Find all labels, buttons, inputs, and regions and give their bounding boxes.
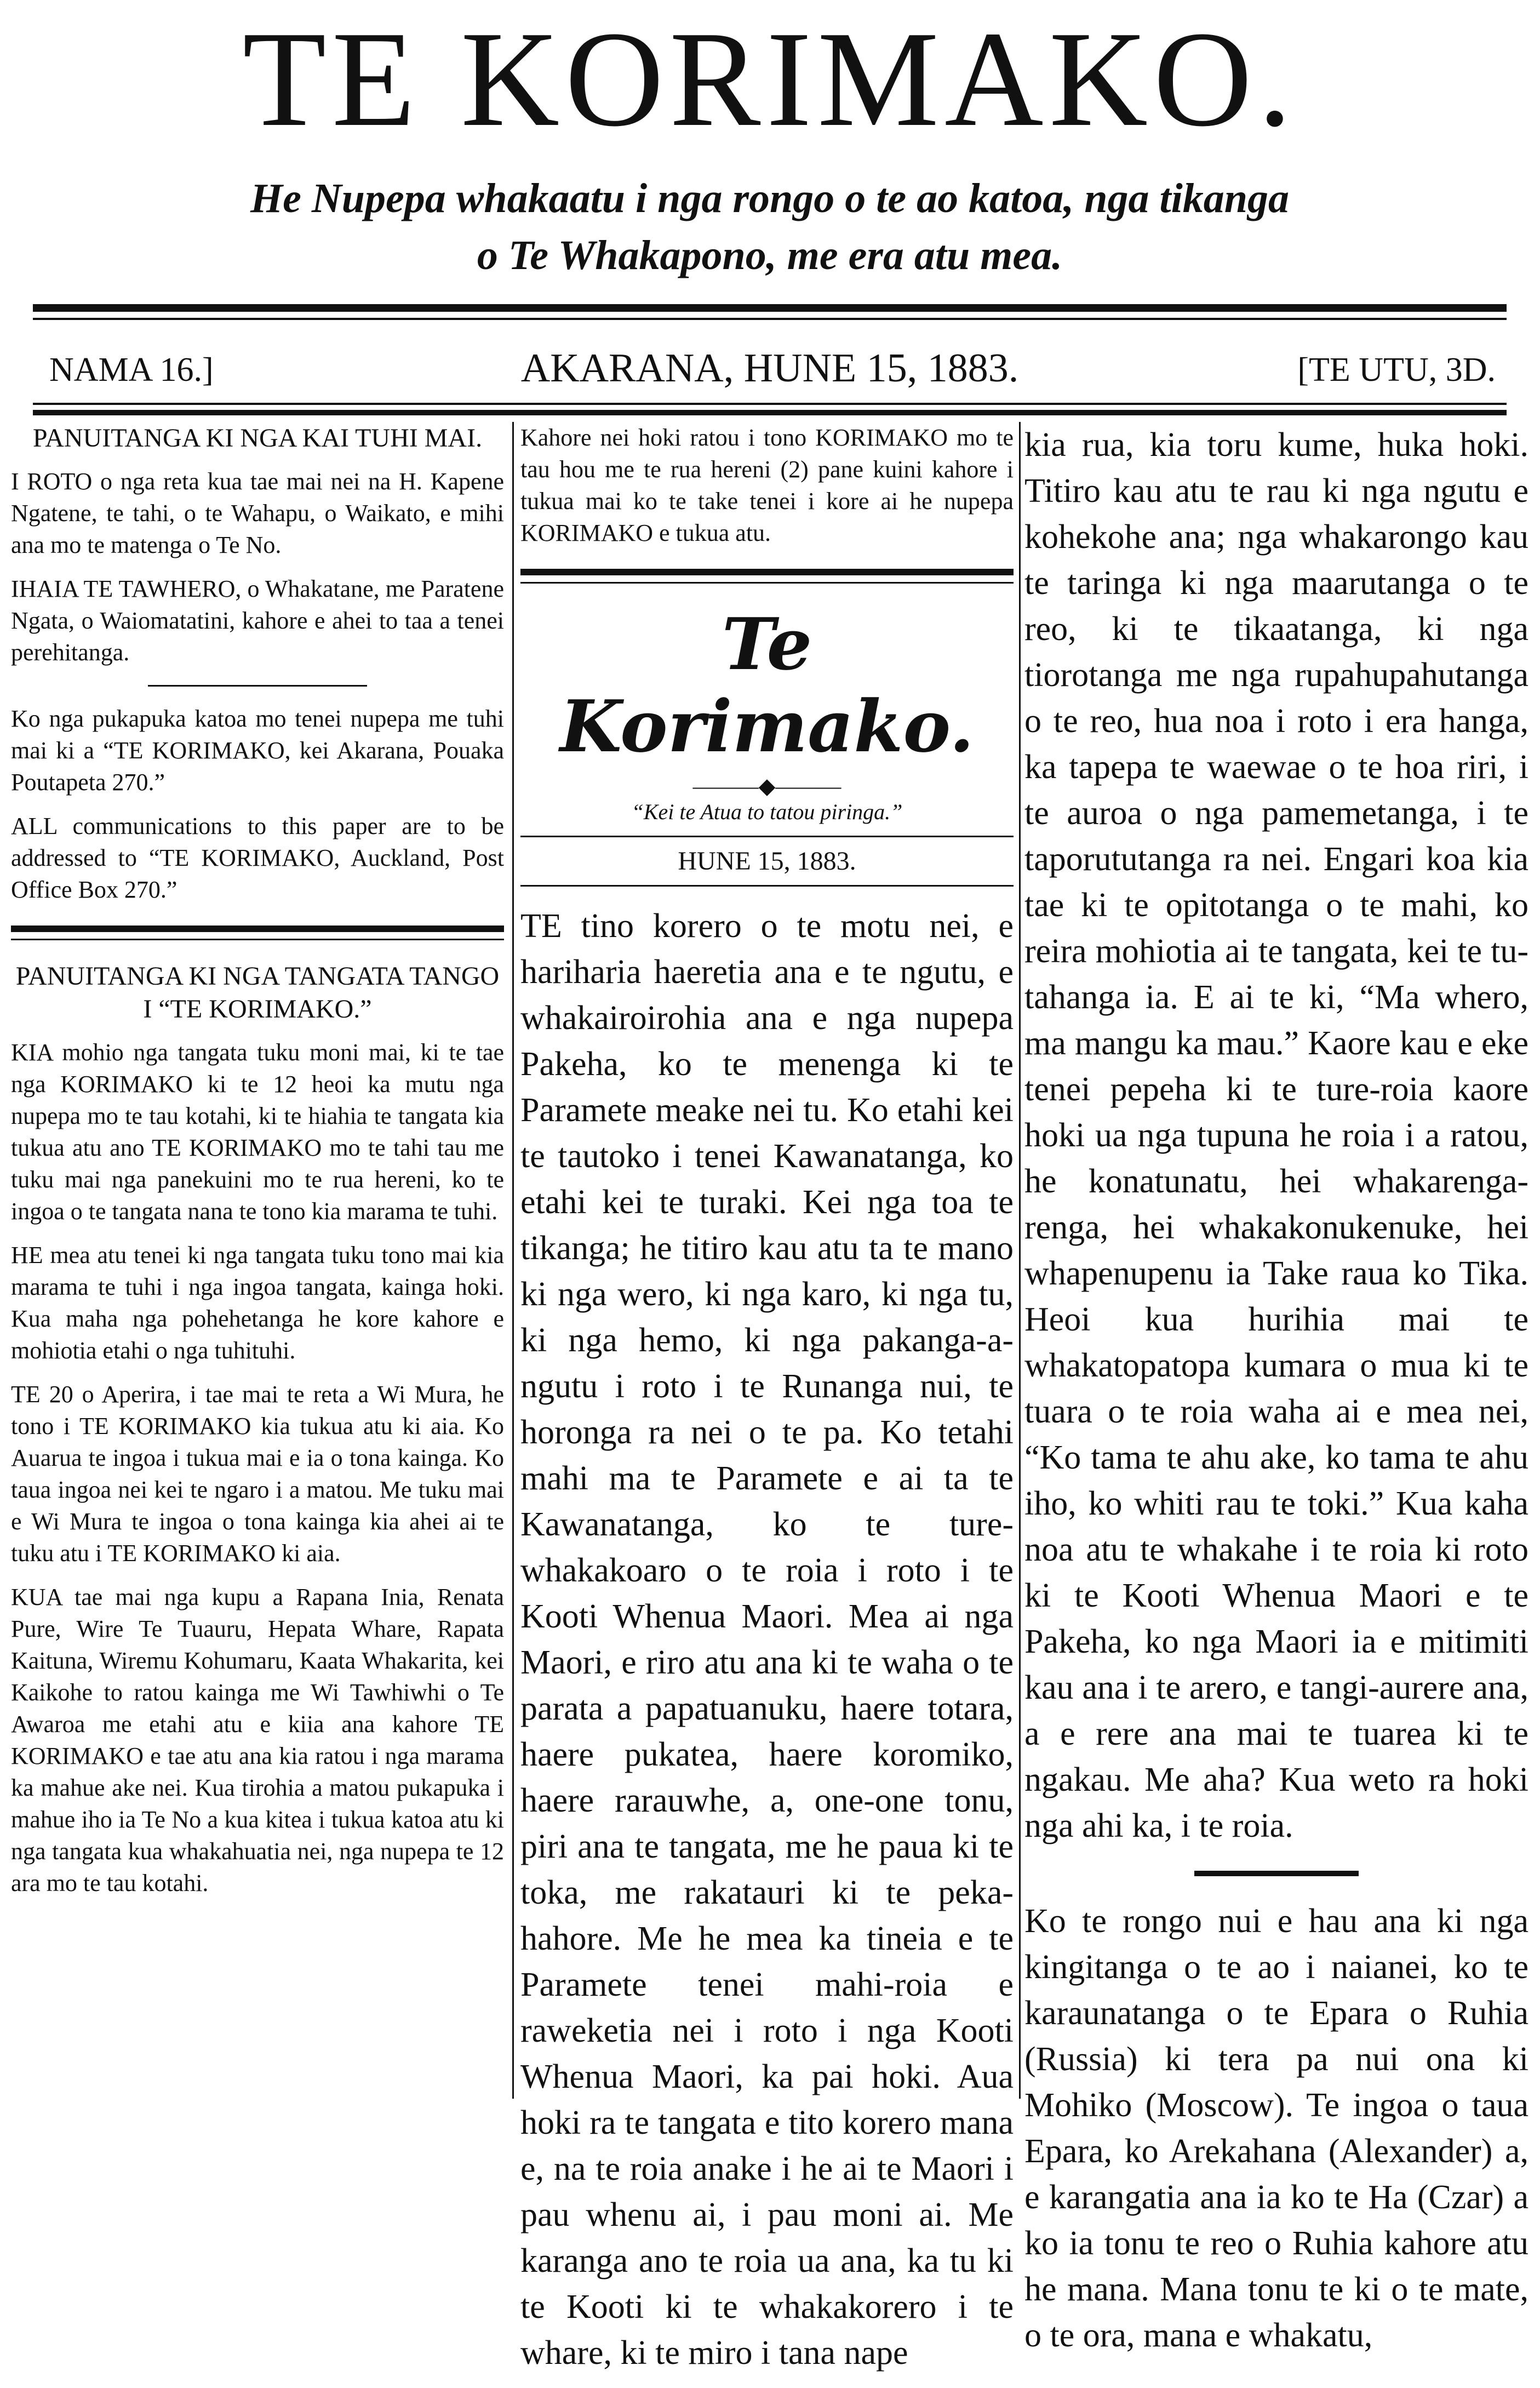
editorial-body-continued: kia rua, kia toru kume, huka hoki. Titiro kau atu te rau ki nga ngutu e kohekohe ana; nga whakarongo kau te taringa ki nga maarutanga o te reo, ki te tikaatanga, ki nga tiorotanga me nga rupahupahutanga o te reo, hua noa i roto i era hanga, ka tapepa te waewae o te hoa riri, i te auroa o nga pamemetanga, i te taporututanga ra nei. Engari koa kia tae ki te opitotanga o te mahi, ko reira mohiotia ai te tangata, kei te tu-tahanga ia. E ai te ki, “Ma whero, ma mangu ka mau.” Kaore kau e eke tenei pepeha ki te ture-roia kaore hoki ua nga tupuna he roia i a ratou, he konatunatu, hei whakarenga-renga, hei whakakonukenuke, hei whapenupenu ia Take raua ko Tika. Heoi kua hurihia mai te whakatopatopa kumara o mua ki te tuara o te roia waha ai e mea nei, “Ko tama te ahu ake, ko tama te ahu iho, ko whiti rau te toki.” Kua kaha noa atu te whakahe i te roia ki roto ki te Kooti Whenua Maori e te Pakeha, ko nga Maori ia e mitimiti kau ana i te arero, e tangi-aurere ana, a e rere ana mai te tuarea ki te ngakau. Me aha? Kua weto ra hoki nga ahi ka, i te roia. (1024, 426, 1528, 1844)
ornament-rule: ———◆——— (692, 774, 841, 798)
double-rule (11, 926, 504, 940)
column-2 (520, 422, 1014, 2388)
column-divider-1 (512, 422, 514, 2099)
news-paragraph: Ko te rongo nui e hau ana ki nga kingitanga o te ao i naianei, ko te karaunatanga o te Epara o Ruhia (Russia) ki tera pa nui ona ki Mohiko (Moscow). Te ingoa o taua Epara, ko Arekahana (Alexander) a, e karangatia ana ia ko te Ha (Czar) a ko ia tonu te reo o Ruhia kahore atu he mana. Mana tonu te ki o te mate, o te ora, mana e whakatu, (1024, 1903, 1528, 2354)
newspaper-subtitle (99, 170, 1441, 284)
dateline-rule-top (33, 403, 1507, 405)
editorial-date: HUNE 15, 1883. (520, 836, 1014, 887)
notice-paragraph: IHAIA TE TAWHERO, o Whakatane, me Paratene Ngata, o Waiomatatini, kahore e ahei to taa a tenei perehitanga. (11, 575, 504, 666)
notice-heading-subscribers: PANUITANGA KI NGA TANGATA TANGO I “TE KORIMAKO.” (15, 962, 500, 1024)
separator (148, 685, 367, 687)
notice-paragraph: KIA mohio nga tangata tuku moni mai, ki te tae nga KORIMAKO ki te 12 heoi ka mutu nga nupepa mo te tau kotahi, ki te hiahia te tangata kia tukua atu ano TE KORIMAKO mo te tahi tau me tuku mai nga panekuini mo te rua hereni, ko te ingoa o te tangata nana te tono kia marama te tuhi. (11, 1039, 504, 1225)
column-1 (11, 422, 504, 1911)
newspaper-title: TE KORIMAKO. (242, 3, 1298, 155)
masthead-rule-thin (33, 318, 1507, 320)
double-rule (520, 569, 1014, 584)
separator (1194, 1871, 1359, 1876)
notice-paragraph: TE 20 o Aperira, i tae mai te reta a Wi Mura, he tono i TE KORIMAKO kia tukua atu ki aia. Ko Auarua te ingoa i tukua mai e ia o tona kainga. Ko taua ingoa nei kei te ngaro i a matou. Me tuku mai e Wi Mura te ingoa o tona kainga kia ahei ai te tuku atu i TE KORIMAKO ki aia. (11, 1381, 504, 1567)
price: [TE UTU, 3D. (1297, 351, 1496, 389)
masthead-rule-thick (33, 304, 1507, 312)
issue-number: NAMA 16.] (49, 351, 214, 389)
dateline (33, 345, 1507, 395)
column-3 (1024, 422, 1528, 2370)
editorial-body: TE tino korero o te motu nei, e harihariа haeretia ana e te ngutu, e whakairoirohia ana e nga nupepa Pakeha, ko te menenga ki te Paramete meake nei tu. Ko etahi kei te tautoko i tenei Kawanatanga, ko etahi kei te turaki. Kei nga toa te tikanga; he titiro kau atu ta te mano ki nga wero, ki nga karo, ki nga tu, ki nga hemo, ki nga pakanga-a-ngutu i roto i te Runanga nui, te horonga ra nei o te pa. Ko tetahi mahi ma te Paramete e ai ta te Kawanatanga, ko te ture-whakakoaro o te roia i roto i te Kooti Whenua Maori. Mea ai nga Maori, e riro atu ana ki te waha o te parata a papatuanuku, haere totara, haere pukatea, haere koromiko, haere rarauwhe, a, one-one tonu, piri ana te tangata, me he paua ki te toka, me rakatauri ki te peka-hahore. Me he mea ka tineia e te Paramete tenei mahi-roia e raweketia nei i roto i nga Kooti Whenua Maori, ka pai hoki. Aua hoki ra te tangata e tito korero mana e, na te roia anake i he ai te Maori i pau whenu ai, i pau moni ai. Me karanga ano te roia ua ana, ka tu ki te Kooti ki te whakakorero i te whare, ki te miro i tana nape (520, 907, 1014, 2372)
notice-paragraph: ALL communications to this paper are to be addressed to “TE KORIMAKO, Auckland, Post Office Box 270.” (11, 813, 504, 903)
notice-paragraph: Kahore nei hoki ratou i tono KORIMAKO mo te tau hou me te rua hereni (2) pane kuini kahore i tukua mai ko te take tenei i kore ai he nupepa KORIMAKO e tukua atu. (520, 424, 1014, 546)
paper-motto: “Kei te Atua to tatou piringa.” (631, 799, 903, 824)
column-divider-2 (1019, 422, 1021, 2099)
notice-paragraph: HE mea atu tenei ki nga tangata tuku tono mai kia marama te tuhi i nga ingoa tangata, kainga hoki. Kua maha nga pohehetanga he kore kahore e mohiotia etahi o nga tuhituhi. (11, 1242, 504, 1364)
notice-paragraph: Ko nga pukapuka katoa mo tenei nupepa me tuhi mai ki a “TE KORIMAKO, kei Akarana, Pouaka Poutapeta 270.” (11, 705, 504, 796)
notice-paragraph: KUA tae mai nga kupu a Rapana Inia, Renata Pure, Wire Te Tuauru, Hepata Whare, Rapata Kaituna, Wiremu Kohumaru, Kaata Whakarita, kei Kaikohe to ratou kainga me Wi Tawhiwhi o Te Awaroa me etahi atu e kiia ana kahore TE KORIMAKO e tae atu ana kia ratou i nga marama ka mahue ake nei. Kua tirohia a matou pukapuka i mahue iho ia Te No a kua kitea i tukua katoa atu ki nga tangata kua whakahuatia nei, nga nupepa te 12 ara mo te tau kotahi. (11, 1584, 504, 1896)
dateline-rule-bottom (33, 410, 1507, 415)
notice-paragraph: I ROTO o nga reta kua tae mai nei na H. Kapene Ngatene, te tahi, o te Wahapu, o Waikato, e mihi ana mo te matenga o Te No. (11, 468, 504, 558)
subtitle-line-2: o Te Whakapono, me era atu mea. (477, 232, 1063, 278)
place-date: AKARANA, HUNE 15, 1883. (520, 346, 1019, 391)
notice-heading-writers: PANUITANGA KI NGA KAI TUHI MAI. (32, 424, 483, 453)
paper-nameplate: Te Korimako. (559, 602, 975, 768)
subtitle-line-1: He Nupepa whakaatu i nga rongo o te ao katoa, nga tikanga (250, 175, 1290, 221)
